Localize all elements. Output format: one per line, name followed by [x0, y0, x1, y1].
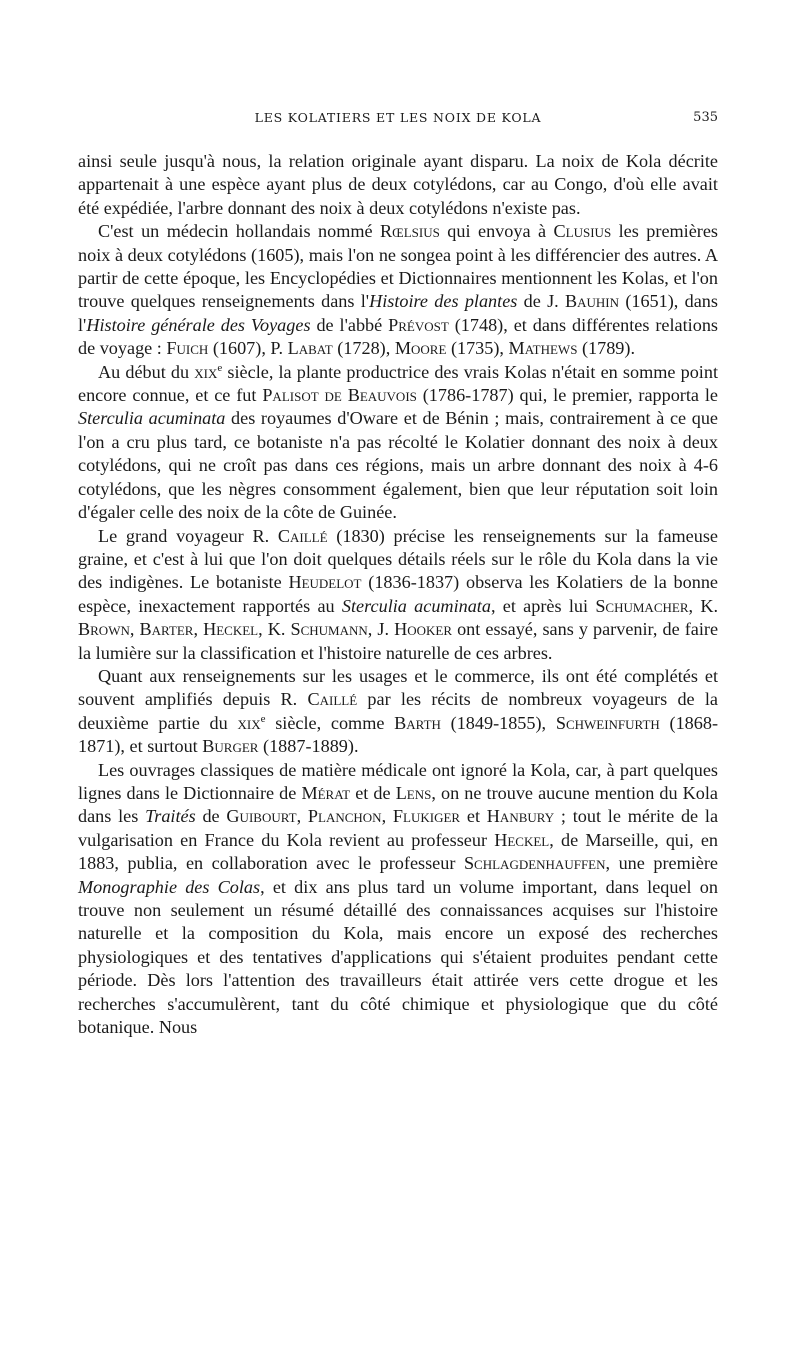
text-run: Le grand voyageur R. — [98, 525, 278, 546]
author-name: Fuich — [166, 338, 209, 359]
author-name: Schumann — [290, 619, 368, 640]
author-name: Rœlsius — [380, 221, 440, 242]
text-run: Au début du — [98, 361, 195, 382]
italic-title: Histoire générale des Voyages — [86, 314, 311, 335]
text-run: (1651), dans l' — [78, 291, 718, 335]
text-run: et de — [350, 782, 396, 803]
paragraph — [78, 525, 718, 665]
text-run: ainsi seule jusqu'à nous, la relation originale ayant disparu. La noix de Kola décrite appartenait à une espèce ayant plus de deux cotylédons, car au Congo, d'où elle avait été expédiée, l'arbre donnant des noix à deux cotylédons n'existe pas. — [78, 151, 718, 218]
author-name: Labat — [287, 338, 333, 359]
author-name: Heckel — [494, 829, 550, 850]
text-run: Les ouvrages classiques de matière médicale ont ignoré la Kola, car, à part quelques lignes dans le Dictionnaire de — [78, 759, 718, 803]
text-run: , de Marseille, qui, en 1883, publia, en collaboration avec le professeur — [78, 829, 718, 874]
text-run: (1849-1855), — [440, 712, 556, 733]
text-run: , — [129, 619, 140, 640]
text-run: de J. — [517, 291, 566, 312]
author-name: Guibourt — [226, 806, 297, 827]
text-run: Quant aux renseignements sur les usages et le commerce, ils ont été complétés et souvent amplifiés depuis R. — [78, 665, 718, 710]
text-run: siècle, comme — [265, 712, 395, 733]
running-title: LES KOLATIERS ET LES NOIX DE KOLA — [254, 110, 542, 125]
text-run: (1786-1787) qui, le premier, rapporta le — [416, 385, 718, 406]
author-name: Burger — [202, 736, 259, 757]
text-run: (1735), — [446, 338, 509, 359]
author-name: Mathews — [508, 338, 578, 359]
text-run: les premières noix à deux cotylédons (1605), mais l'on ne songea point à les différencier des autres. A partir de cette époque, les Encyclopédies et Dictionnaires mentionnent les Kolas, et l'on trouve quelques renseignements dans l' — [78, 221, 719, 312]
text-run: , — [193, 619, 204, 640]
author-name: xix — [194, 361, 218, 382]
body-text — [78, 150, 718, 1039]
book-page — [78, 110, 718, 1039]
superscript: e — [260, 712, 266, 725]
text-run: C'est un médecin hollandais nommé — [98, 221, 381, 242]
text-run: (1607), P. — [208, 338, 288, 359]
text-run: , — [296, 806, 308, 827]
text-run: , K. — [258, 619, 291, 640]
author-name: Barter — [139, 619, 194, 640]
text-run: , — [381, 806, 393, 827]
paragraph — [78, 220, 718, 360]
italic-title: Monographie des Colas — [78, 876, 261, 897]
text-run: (1748), et dans différentes relations de voyage : — [78, 314, 718, 359]
paragraph — [78, 361, 718, 525]
author-name: Brown — [78, 619, 130, 640]
text-run: , on ne trouve aucune mention du Kola dans les — [78, 782, 719, 827]
text-run: (1728), — [332, 338, 395, 359]
author-name: Schweinfurth — [555, 712, 660, 733]
author-name: Flukiger — [392, 806, 461, 827]
text-run: (1789). — [577, 338, 636, 359]
author-name: Clusius — [553, 221, 612, 242]
italic-title: Traités — [145, 806, 196, 827]
text-run: de l'abbé — [310, 314, 389, 335]
paragraph — [78, 150, 718, 220]
author-name: Palisot de Beauvois — [262, 385, 417, 406]
text-run: des royaumes d'Oware et de Bénin ; mais, contrairement à ce que l'on a cru plus tard, ce botaniste n'a pas récolté le Kolatier donnant des noix à deux cotylédons, qui ne croît pas dans ces régions, mais un arbre donnant des noix à 4-6 cotylédons, que les nègres consomment également, bien que leur réputation soit loin d'égaler celle des noix de la côte de Guinée. — [78, 408, 718, 523]
author-name: Heudelot — [288, 572, 362, 593]
text-run: (1887-1889). — [258, 736, 359, 757]
text-run: et — [460, 806, 487, 827]
author-name: Moore — [394, 338, 447, 359]
text-run: , J. — [367, 619, 395, 640]
text-run: (1830) précise les renseignements sur la fameuse graine, et c'est à lui que l'on doit quelques détails réels sur le rôle du Kola dans la vie des indigènes. Le botaniste — [78, 525, 718, 593]
text-run: ; tout le mérite de la vulgarisation en France du Kola revient au professeur — [78, 806, 719, 850]
paragraph — [78, 759, 718, 1040]
text-run: ont essayé, sans y parvenir, de faire la lumière sur la classification et l'histoire naturelle de ces arbres. — [78, 619, 719, 663]
text-run: , K. — [688, 595, 719, 616]
author-name: Schumacher — [595, 595, 689, 616]
author-name: Lens — [395, 782, 432, 803]
author-name: Bauhin — [565, 291, 620, 312]
page-number: 535 — [693, 110, 718, 125]
page-header — [78, 110, 718, 134]
author-name: Prévost — [388, 314, 449, 335]
paragraph — [78, 665, 718, 759]
italic-title: Histoire des plantes — [369, 291, 518, 312]
text-run: (1836-1837) observa les Kolatiers de la bonne espèce, inexactement rapportés au — [78, 572, 719, 616]
author-name: Schlagdenhauffen — [463, 853, 606, 874]
text-run: (1868-1871), et surtout — [78, 712, 718, 757]
author-name: Mérat — [301, 782, 351, 803]
author-name: xix — [237, 712, 261, 733]
italic-title: Sterculia acuminata — [341, 595, 491, 616]
text-run: siècle, la plante productrice des vrais Kolas n'était en somme point encore connue, et ce fut — [78, 361, 718, 406]
author-name: Barth — [394, 712, 441, 733]
author-name: Hooker — [394, 619, 453, 640]
text-run: de — [195, 806, 227, 827]
text-run: par les récits de nombreux voyageurs de la deuxième partie du — [78, 689, 718, 733]
italic-title: Sterculia acuminata — [78, 408, 226, 429]
author-name: Caillé — [307, 689, 358, 710]
author-name: Caillé — [277, 525, 328, 546]
text-run: , et dix ans plus tard un volume important, dans lequel on trouve non seulement un résumé détaillé des connaissances acquises sur l'histoire naturelle et la composition du Kola, mais encore un exposé des recherches physiologiques et des tentatives d'applications qui s'étaient produites pendant cette période. Dès lors l'attention des travailleurs était attirée vers cette drogue et les recherches s'accumulèrent, tant du côté chimique et physiologique que du côté botanique. Nous — [78, 876, 718, 1038]
author-name: Heckel — [203, 619, 259, 640]
author-name: Planchon — [307, 806, 382, 827]
author-name: Hanbury — [486, 806, 555, 827]
text-run: , et après lui — [490, 595, 596, 616]
superscript: e — [217, 361, 223, 374]
text-run: qui envoya à — [439, 221, 554, 242]
text-run: , une première — [605, 853, 718, 874]
